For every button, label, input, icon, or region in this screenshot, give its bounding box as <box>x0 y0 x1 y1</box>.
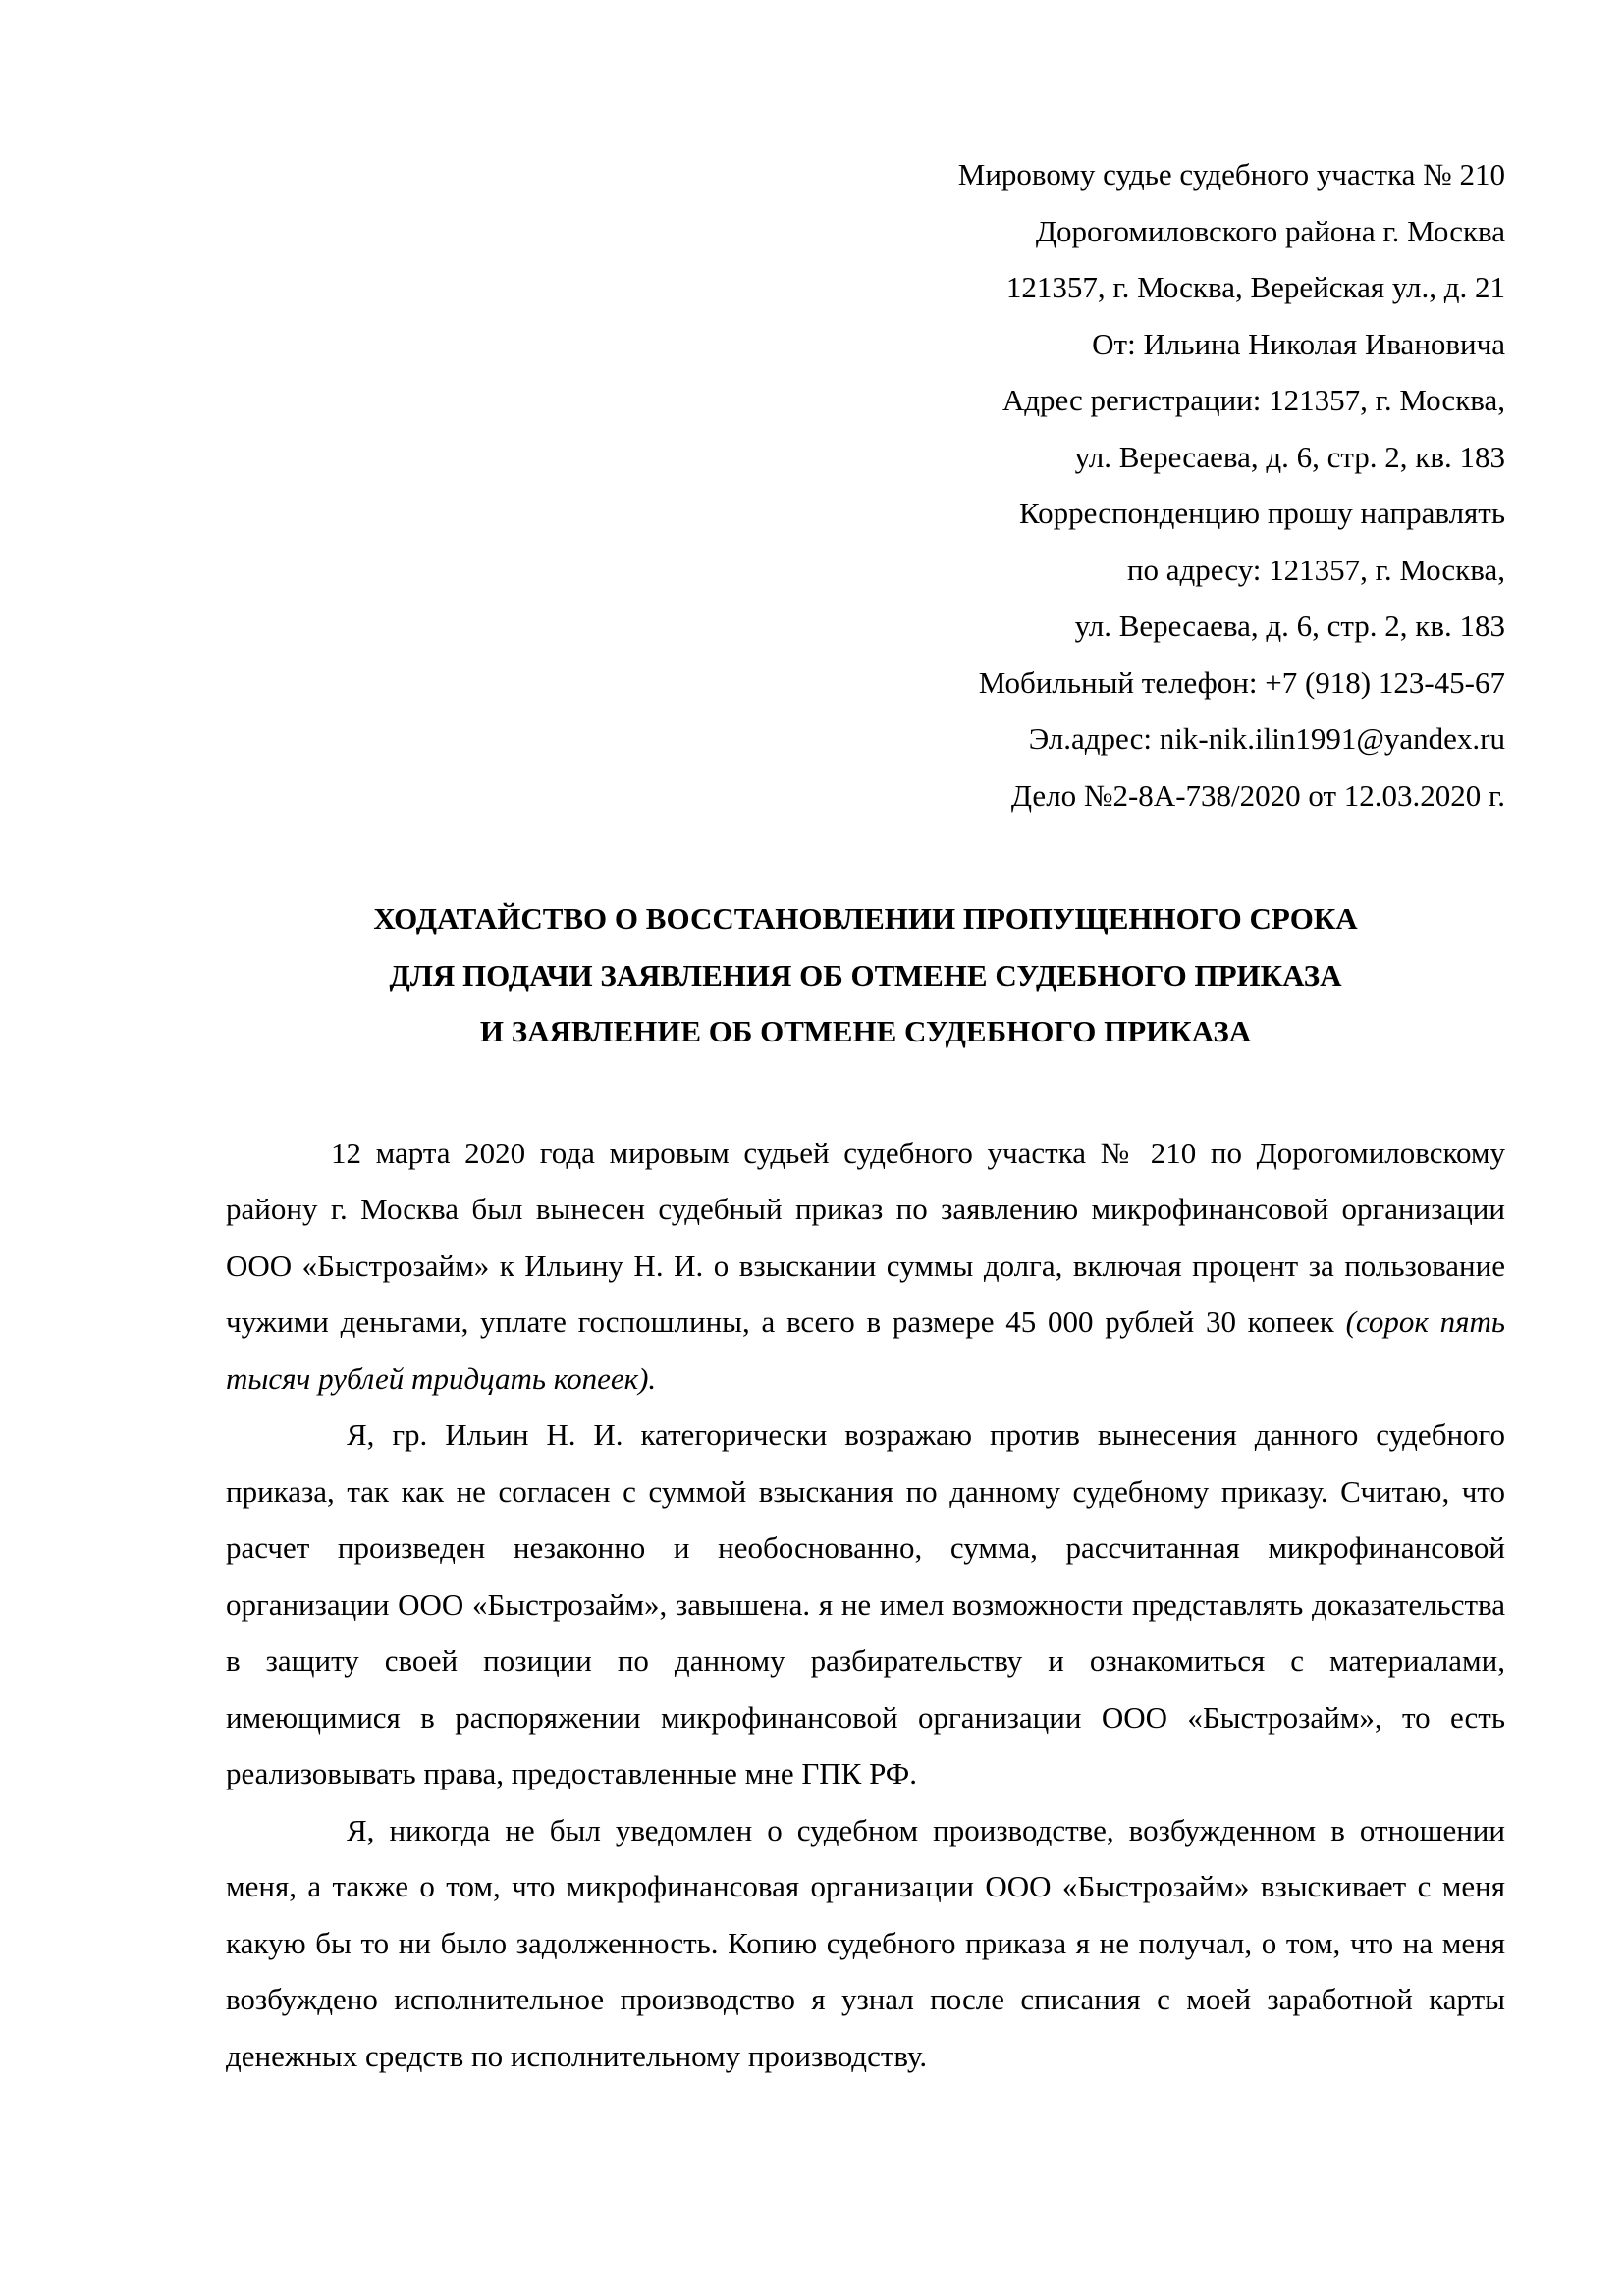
header-line-court: Мировому судье судебного участка № 210 <box>957 157 1505 191</box>
document-body <box>226 1125 1505 2085</box>
title-line-3: И ЗАЯВЛЕНИЕ ОБ ОТМЕНЕ СУДЕБНОГО ПРИКАЗА <box>479 1014 1252 1048</box>
header-line-registration-address-2: ул. Вересаева, д. 6, стр. 2, кв. 183 <box>1074 439 1505 474</box>
header-line-email: Эл.адрес: nik-nik.ilin1991@yandex.ru <box>1028 721 1505 756</box>
header-line-district: Дорогомиловского района г. Москва <box>1035 213 1505 248</box>
paragraph-court-order-issued <box>226 1125 1505 1408</box>
title-line-1: ХОДАТАЙСТВО О ВОССТАНОВЛЕНИИ ПРОПУЩЕННОГО СРОКА <box>373 901 1358 935</box>
header-line-registration-address-1: Адрес регистрации: 121357, г. Москва, <box>1001 383 1505 417</box>
paragraph-objection: Я, гр. Ильин Н. И. категорически возражаю против вынесения данного судебного приказа, так как не согласен с суммой взыскания по данному судебному приказу. Считаю, что расчет произведен незаконно и необоснованно, сумма, рассчитанная микрофинансовой организации ООО «Быстрозайм», завышена. я не имел возможности представлять доказательства в защиту своей позиции по данному разбирательству и ознакомиться с материалами, имеющимися в распоряжении микрофинансовой организации ООО «Быстрозайм», то есть реализовывать права, предоставленные мне ГПК РФ. <box>226 1417 1505 1790</box>
header-line-mailing-address-1: по адресу: 121357, г. Москва, <box>1126 552 1505 587</box>
header-line-phone: Мобильный телефон: +7 (918) 123-45-67 <box>978 665 1505 700</box>
header-line-from: От: Ильина Николая Ивановича <box>1092 326 1505 361</box>
header-line-court-address: 121357, г. Москва, Верейская ул., д. 21 <box>1005 270 1505 304</box>
document-title <box>226 890 1505 1060</box>
amount-in-words: (сорок пять тысяч рублей тридцать копеек). <box>226 1305 1506 1396</box>
recipient-header-block <box>226 146 1505 824</box>
header-line-mailing-address-2: ул. Вересаева, д. 6, стр. 2, кв. 183 <box>1074 609 1505 643</box>
paragraph-not-notified: Я, никогда не был уведомлен о судебном производстве, возбужденном в отношении меня, а также о том, что микрофинансовая организации ООО «Быстрозайм» взыскивает с меня какую бы то ни было задолженность. Копию судебного приказа я не получал, о том, что на меня возбуждено исполнительное производство я узнал после списания с моей заработной карты денежных средств по исполнительному производству. <box>226 1812 1505 2073</box>
title-line-2: ДЛЯ ПОДАЧИ ЗАЯВЛЕНИЯ ОБ ОТМЕНЕ СУДЕБНОГО ПРИКАЗА <box>389 957 1342 992</box>
paragraph-court-order-text: 12 марта 2020 года мировым судьей судебного участка № 210 по Дорогомиловскому району г. Москва был вынесен судебный приказ по заявлению микрофинансовой организации ООО «Быстрозайм» к Ильину Н. И. о взыскании суммы долга, включая процент за пользование чужими деньгами, уплате госпошлины, а всего в размере 45 000 рублей 30 копеек <box>226 1135 1505 1339</box>
header-line-correspondence-note: Корреспонденцию прошу направлять <box>1019 496 1505 530</box>
header-line-case-number: Дело №2-8А-738/2020 от 12.03.2020 г. <box>1010 777 1505 813</box>
